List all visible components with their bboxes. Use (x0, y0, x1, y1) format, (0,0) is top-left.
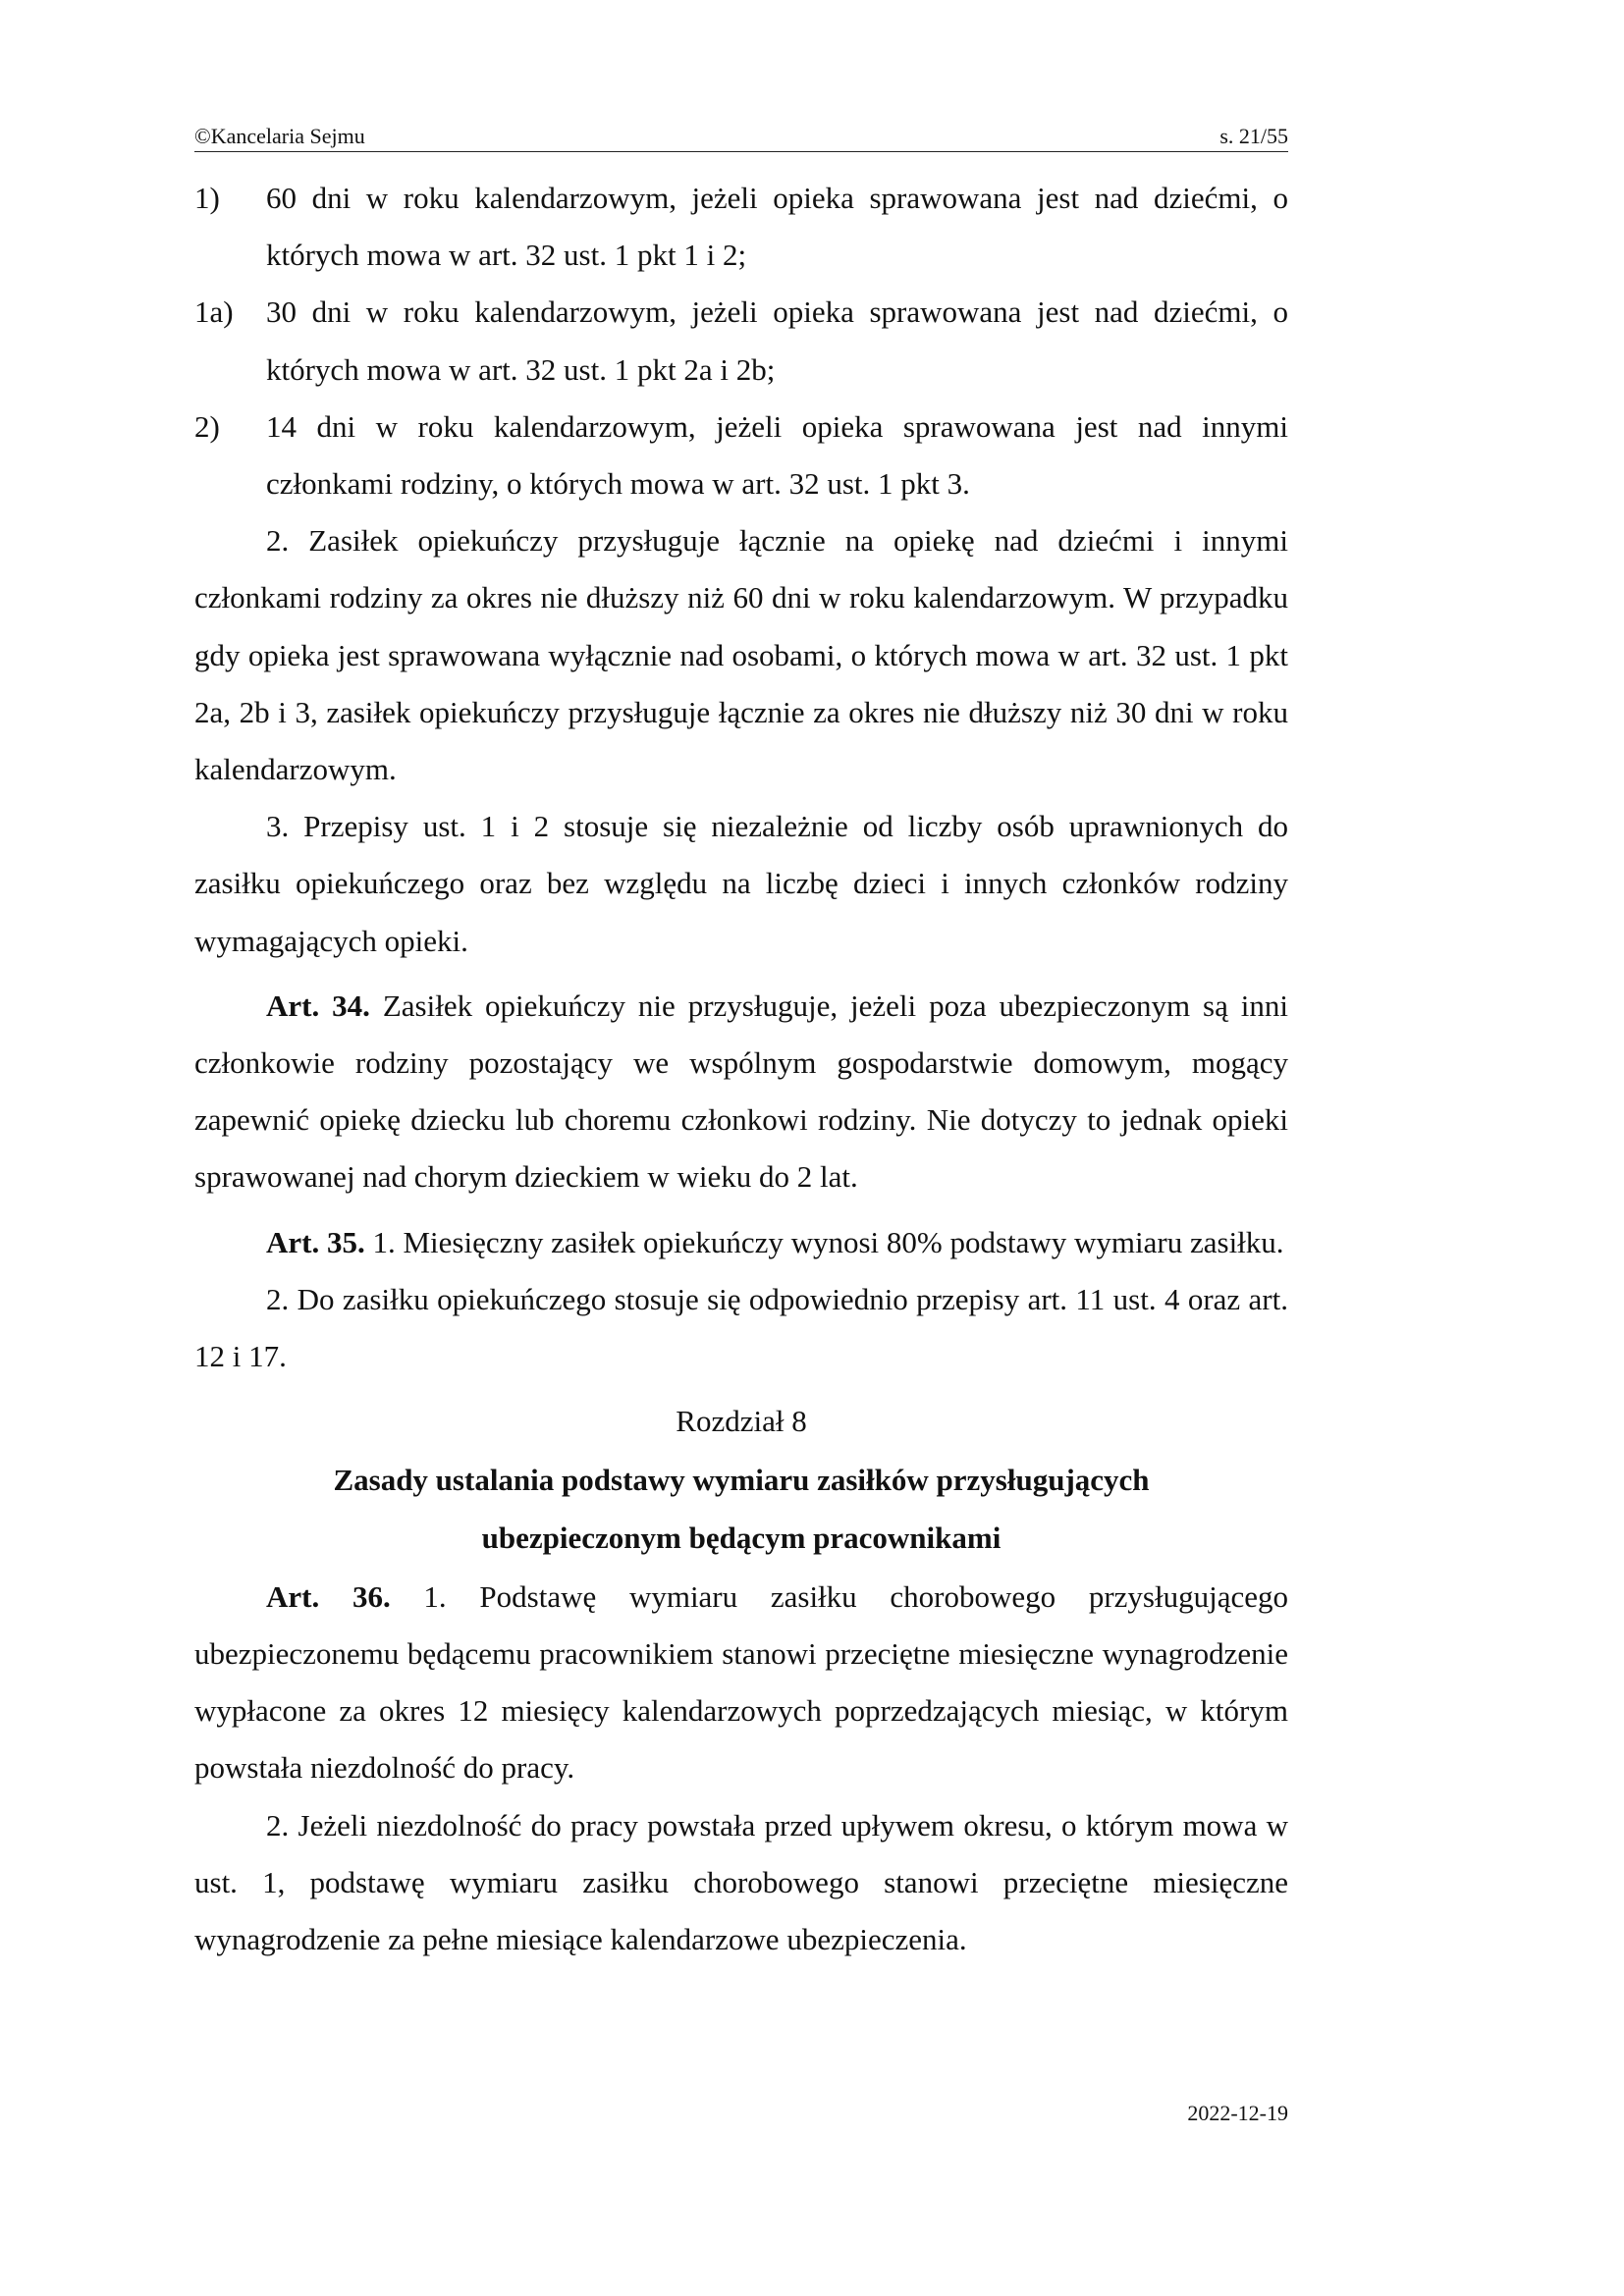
article-text: Zasiłek opiekuńczy nie przysługuje, jeżeli poza ubezpieczonym są inni członkowie rodziny pozostający we wspólnym gospodarstwie domowym, mogący zapewnić opiekę dziecku lub choremu członkowi rodziny. Nie dotyczy to jednak opieki sprawowanej nad chorym dzieckiem w wieku do 2 lat. (194, 988, 1288, 1195)
paragraph-ust-3: 3. Przepisy ust. 1 i 2 stosuje się niezależnie od liczby osób uprawnionych do zasiłku opiekuńczego oraz bez względu na liczbę dzieci i innych członków rodziny wymagających opieki. (194, 809, 1288, 958)
chapter-title-line: Zasady ustalania podstawy wymiaru zasiłków przysługujących (333, 1463, 1150, 1498)
list-item-number: 2) (194, 408, 220, 444)
chapter-title-line: ubezpieczonym będącym pracownikami (481, 1520, 1001, 1555)
header-publisher: ©Kancelaria Sejmu (194, 124, 365, 148)
article-label: Art. 34. (266, 988, 370, 1023)
footer-date: 2022-12-19 (1187, 2101, 1288, 2125)
page-header (194, 124, 1288, 152)
list-item-number: 1a) (194, 294, 234, 330)
list-item (194, 399, 1288, 512)
chapter-number: Rozdział 8 (676, 1404, 807, 1439)
list-item (194, 284, 1288, 398)
list-item (194, 170, 1288, 284)
document-page (194, 118, 1288, 1968)
chapter-title (194, 1452, 1288, 1566)
article-text: 1. Podstawę wymiaru zasiłku chorobowego przysługującego ubezpieczonemu będącemu pracownikiem stanowi przeciętne miesięczne wynagrodzenie wypłacone za okres 12 miesięcy kalendarzowych poprzedzających miesiąc, w którym powstała niezdolność do pracy. (194, 1578, 1288, 1786)
article-label: Art. 36. (266, 1578, 391, 1614)
article-label: Art. 35. (266, 1224, 365, 1259)
list-item-text: 14 dni w roku kalendarzowym, jeżeli opieka sprawowana jest nad innymi członkami rodziny, o których mowa w art. 32 ust. 1 pkt 3. (266, 408, 1288, 502)
article-text: 1. Miesięczny zasiłek opiekuńczy wynosi 80% podstawy wymiaru zasiłku. (364, 1224, 1284, 1259)
article-36 (194, 1569, 1288, 1797)
article-35 (194, 1214, 1288, 1271)
article-35-paragraph-2: 2. Do zasiłku opiekuńczego stosuje się odpowiednio przepisy art. 11 ust. 4 oraz art. 12 i 17. (194, 1281, 1288, 1374)
document-body (194, 170, 1288, 1968)
list-item-text: 30 dni w roku kalendarzowym, jeżeli opieka sprawowana jest nad dziećmi, o których mowa w art. 32 ust. 1 pkt 2a i 2b; (266, 294, 1288, 387)
article-36-paragraph-2: 2. Jeżeli niezdolność do pracy powstała przed upływem okresu, o którym mowa w ust. 1, podstawę wymiaru zasiłku chorobowego stanowi przeciętne miesięczne wynagrodzenie za pełne miesiące kalendarzowe ubezpieczenia. (194, 1807, 1288, 1957)
list-item-text: 60 dni w roku kalendarzowym, jeżeli opieka sprawowana jest nad dziećmi, o których mowa w art. 32 ust. 1 pkt 1 i 2; (266, 181, 1288, 273)
header-page-number: s. 21/55 (1219, 124, 1288, 148)
article-34 (194, 978, 1288, 1206)
paragraph-ust-2: 2. Zasiłek opiekuńczy przysługuje łącznie na opiekę nad dziećmi i innymi członkami rodziny za okres nie dłuższy niż 60 dni w roku kalendarzowym. W przypadku gdy opieka jest sprawowana wyłącznie nad osobami, o których mowa w art. 32 ust. 1 pkt 2a, 2b i 3, zasiłek opiekuńczy przysługuje łącznie za okres nie dłuższy niż 30 dni w roku kalendarzowym. (194, 523, 1288, 787)
list-item-number: 1) (194, 181, 220, 215)
